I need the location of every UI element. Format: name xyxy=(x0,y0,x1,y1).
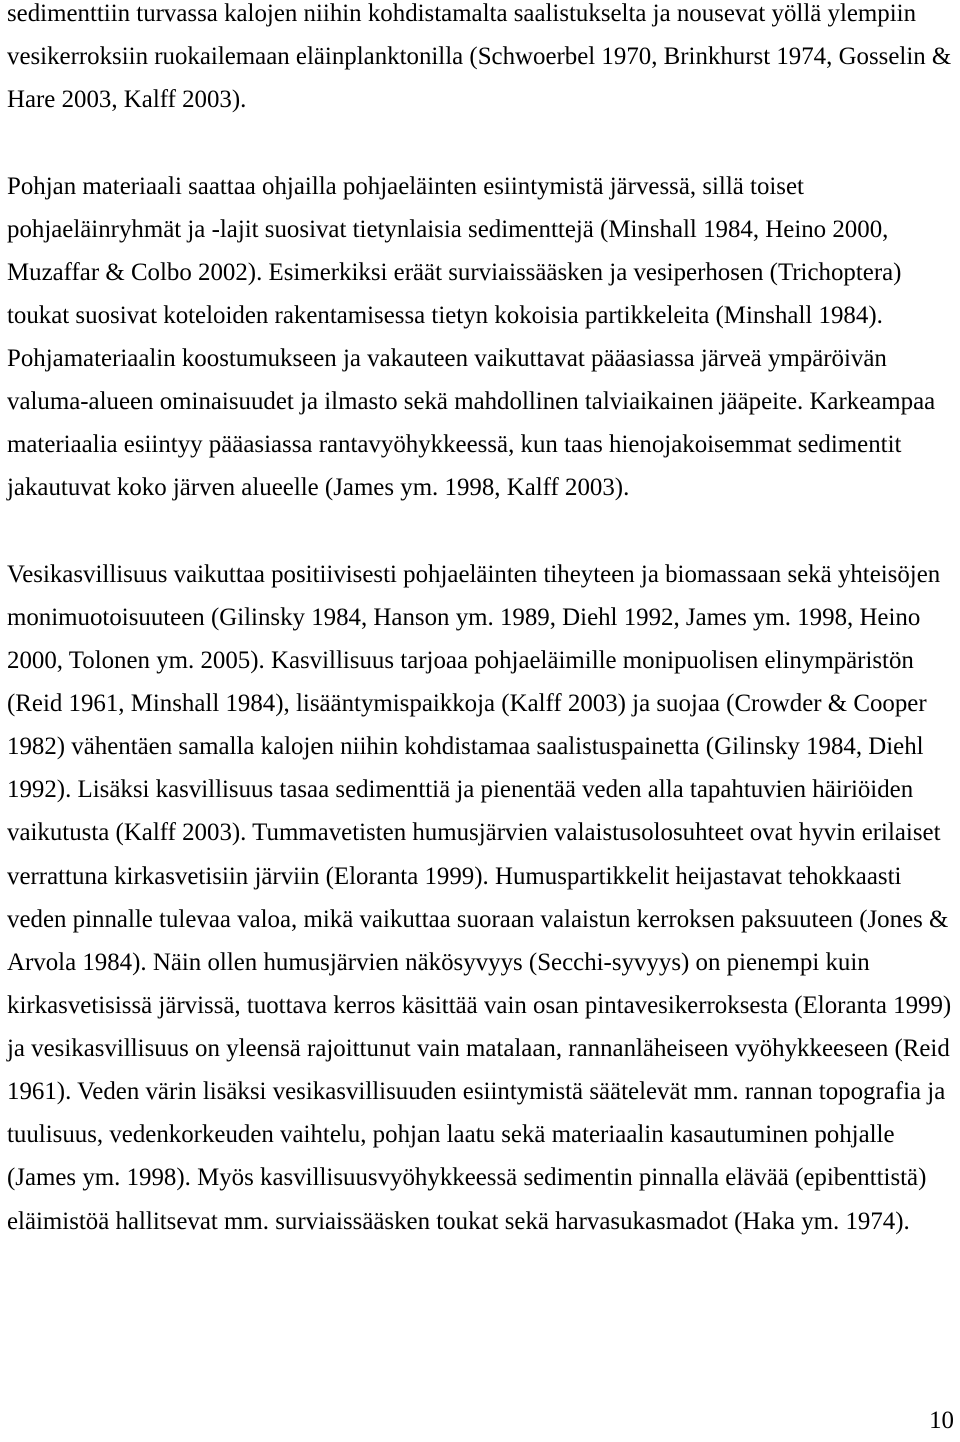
text-line: 1961). Veden värin lisäksi vesikasvillisuuden esiintymistä säätelevät mm. rannan topografia ja xyxy=(7,1078,946,1106)
text-line: pohjaeläinryhmät ja -lajit suosivat tietynlaisia sedimenttejä (Minshall 1984, Heino 2000, xyxy=(7,215,889,243)
text-line: Pohjan materiaali saattaa ohjailla pohjaeläinten esiintymistä järvessä, sillä toiset xyxy=(7,172,804,200)
text-line: Hare 2003, Kalff 2003). xyxy=(7,86,247,114)
paragraph-aquatic-vegetation xyxy=(7,553,951,1243)
text-line: monimuotoisuuteen (Gilinsky 1984, Hanson ym. 1989, Diehl 1992, James ym. 1998, Heino xyxy=(7,603,921,631)
text-line: veden pinnalle tulevaa valoa, mikä vaikuttaa suoraan valaistun kerroksen paksuuteen (Jones & xyxy=(7,905,949,933)
page-number: 10 xyxy=(929,1407,954,1434)
text-line: verrattuna kirkasvetisiin järviin (Eloranta 1999). Humuspartikkelit heijastavat tehokkaasti xyxy=(7,862,902,890)
text-line: tuulisuus, vedenkorkeuden vaihtelu, pohjan laatu sekä materiaalin kasautuminen pohjalle xyxy=(7,1121,895,1149)
text-line: Vesikasvillisuus vaikuttaa positiivisesti pohjaeläinten tiheyteen ja biomassaan sekä yhteisöjen xyxy=(7,560,941,588)
page-body xyxy=(7,0,951,1243)
text-line: materiaalia esiintyy pääasiassa rantavyöhykkeessä, kun taas hienojakoisemmat sedimentit xyxy=(7,431,902,459)
text-line: eläimistöä hallitsevat mm. surviaissääsken toukat sekä harvasukasmadot (Haka ym. 1974). xyxy=(7,1207,910,1235)
text-line: 1992). Lisäksi kasvillisuus tasaa sedimenttiä ja pienentää veden alla tapahtuvien häiriöiden xyxy=(7,776,914,804)
text-line: ja vesikasvillisuus on yleensä rajoittunut vain matalaan, rannanläheiseen vyöhykkeeseen (Reid xyxy=(7,1035,950,1062)
text-line: toukat suosivat koteloiden rakentamisessa tietyn kokoisia partikkeleita (Minshall 1984). xyxy=(7,301,883,329)
paragraph-continuation xyxy=(7,0,951,121)
text-line: (Reid 1961, Minshall 1984), lisääntymispaikkoja (Kalff 2003) ja suojaa (Crowder & Cooper xyxy=(7,690,927,717)
text-line: valuma-alueen ominaisuudet ja ilmasto sekä mahdollinen talviaikainen jääpeite. Karkeampaa xyxy=(7,388,936,416)
text-line: Muzaffar & Colbo 2002). Esimerkiksi eräät surviaissääsken ja vesiperhosen (Trichoptera) xyxy=(7,258,902,286)
text-line: Pohjamateriaalin koostumukseen ja vakauteen vaikuttavat pääasiassa järveä ympäröivän xyxy=(7,345,887,372)
text-line: vaikutusta (Kalff 2003). Tummavetisten humusjärvien valaistusolosuhteet ovat hyvin erilaiset xyxy=(7,819,941,847)
text-line: 1982) vähentäen samalla kalojen niihin kohdistamaa saalistuspainetta (Gilinsky 1984, Diehl xyxy=(7,733,924,761)
text-line: vesikerroksiin ruokailemaan eläinplanktonilla (Schwoerbel 1970, Brinkhurst 1974, Gosselin & xyxy=(7,43,952,71)
text-line: jakautuvat koko järven alueelle (James ym. 1998, Kalff 2003). xyxy=(7,474,630,502)
paragraph-bottom-material xyxy=(7,165,951,510)
text-line: sedimenttiin turvassa kalojen niihin kohdistamalta saalistukselta ja nousevat yöllä ylempiin xyxy=(7,0,917,27)
text-line: Arvola 1984). Näin ollen humusjärvien näkösyvyys (Secchi-syvyys) on pienempi kuin xyxy=(7,948,870,976)
text-line: (James ym. 1998). Myös kasvillisuusvyöhykkeessä sedimentin pinnalla elävää (epibenttistä) xyxy=(7,1164,927,1192)
text-line: 2000, Tolonen ym. 2005). Kasvillisuus tarjoaa pohjaeläimille monipuolisen elinympäristön xyxy=(7,646,914,674)
text-line: kirkasvetisissä järvissä, tuottava kerros käsittää vain osan pintavesikerroksesta (Eloranta 1999) xyxy=(7,991,952,1019)
